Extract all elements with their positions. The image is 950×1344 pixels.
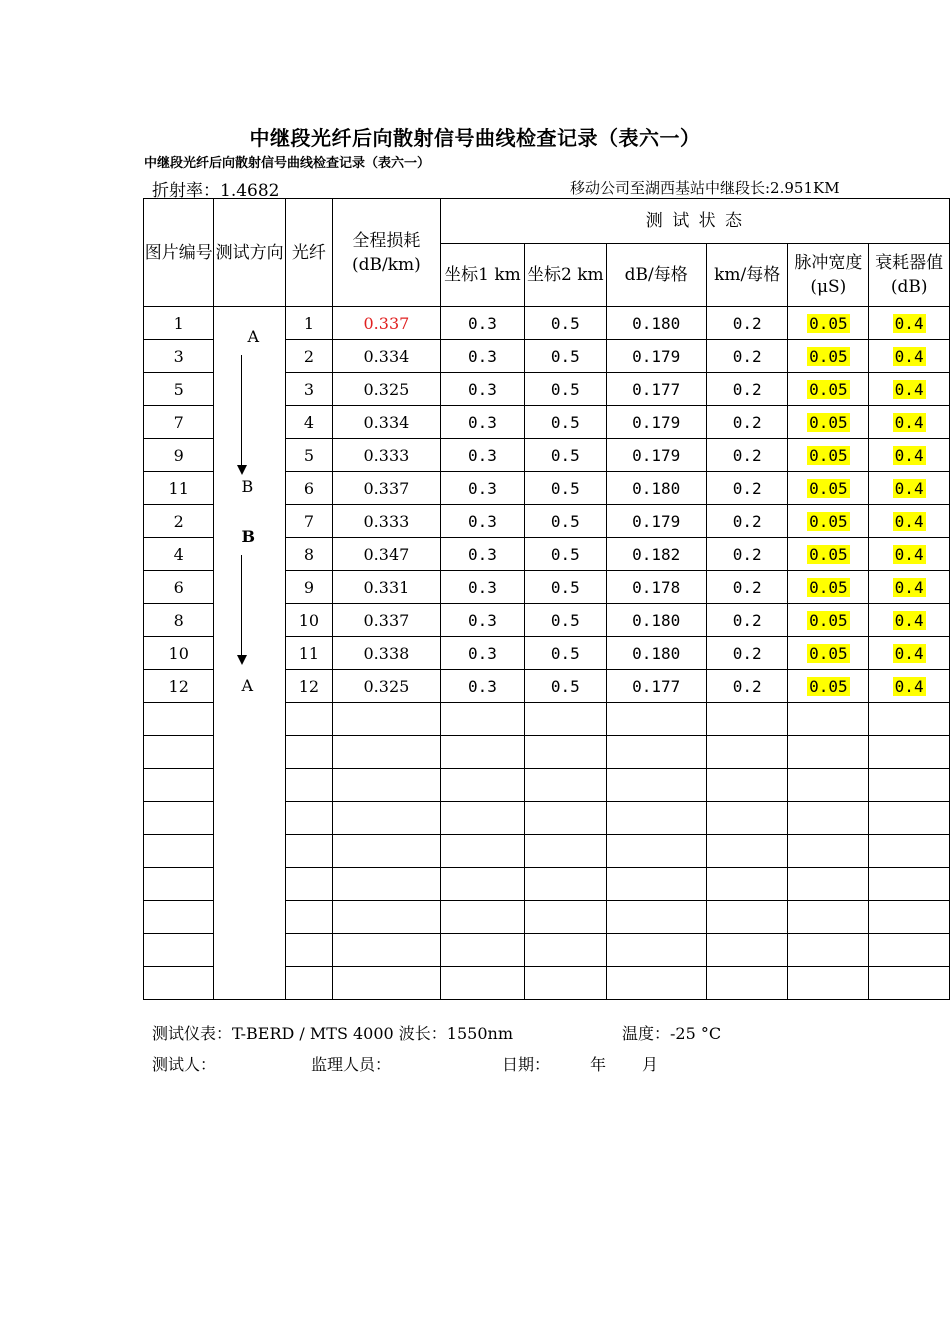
cell-coord1: 0.3 [440, 571, 524, 604]
cell-km-per-div: 0.2 [706, 571, 788, 604]
cell-coord1 [440, 868, 524, 901]
cell-attenuator [869, 670, 950, 703]
cell-image-no: 7 [144, 406, 214, 439]
direction-label: B [241, 477, 254, 496]
cell-coord1 [440, 703, 524, 736]
cell-image-no [144, 868, 214, 901]
cell-total-loss [333, 934, 441, 967]
cell-image-no [144, 901, 214, 934]
cell-km-per-div [706, 703, 788, 736]
cell-coord2 [525, 802, 606, 835]
cell-fiber: 10 [285, 604, 332, 637]
cell-attenuator [869, 373, 950, 406]
cell-km-per-div [706, 967, 788, 1000]
pulse-width-value: 0.05 [809, 346, 848, 366]
header-test-state: 测 试 状 态 [440, 199, 949, 244]
cell-total-loss: 0.333 [333, 439, 441, 472]
cell-km-per-div: 0.2 [706, 538, 788, 571]
cell-coord2 [525, 868, 606, 901]
cell-attenuator [869, 439, 950, 472]
cell-coord2: 0.5 [525, 538, 606, 571]
cell-db-per-div [606, 736, 706, 769]
attenuator-value: 0.4 [894, 577, 924, 597]
cell-pulse-width [788, 505, 869, 538]
pulse-width-value: 0.05 [809, 445, 848, 465]
cell-image-no: 8 [144, 604, 214, 637]
cell-db-per-div [606, 934, 706, 967]
cell-coord1: 0.3 [440, 670, 524, 703]
cell-db-per-div: 0.180 [606, 604, 706, 637]
cell-coord2: 0.5 [525, 439, 606, 472]
cell-fiber [285, 967, 332, 1000]
cell-db-per-div: 0.179 [606, 439, 706, 472]
direction-label: B [241, 527, 255, 546]
cell-attenuator [869, 505, 950, 538]
cell-pulse-width [788, 802, 869, 835]
cell-total-loss: 0.337 [333, 307, 441, 340]
cell-km-per-div [706, 901, 788, 934]
cell-image-no: 1 [144, 307, 214, 340]
pulse-width-value: 0.05 [809, 610, 848, 630]
cell-coord1 [440, 967, 524, 1000]
cell-coord2: 0.5 [525, 637, 606, 670]
attenuator-value: 0.4 [894, 544, 924, 564]
cell-pulse-width [788, 934, 869, 967]
cell-coord1 [440, 736, 524, 769]
cell-pulse-width [788, 637, 869, 670]
cell-db-per-div: 0.179 [606, 406, 706, 439]
cell-km-per-div: 0.2 [706, 439, 788, 472]
cell-total-loss: 0.334 [333, 340, 441, 373]
cell-coord1: 0.3 [440, 505, 524, 538]
cell-attenuator [869, 934, 950, 967]
date-label: 日期： [502, 1055, 551, 1074]
cell-image-no: 4 [144, 538, 214, 571]
cell-km-per-div [706, 934, 788, 967]
cell-pulse-width [788, 967, 869, 1000]
arrow-line [241, 355, 242, 467]
cell-image-no: 3 [144, 340, 214, 373]
cell-fiber: 2 [285, 340, 332, 373]
pulse-width-value: 0.05 [809, 676, 848, 696]
cell-coord1 [440, 802, 524, 835]
cell-km-per-div [706, 802, 788, 835]
cell-total-loss [333, 835, 441, 868]
cell-total-loss: 0.337 [333, 472, 441, 505]
cell-total-loss [333, 802, 441, 835]
cell-fiber: 9 [285, 571, 332, 604]
pulse-width-value: 0.05 [809, 379, 848, 399]
segment-length: 移动公司至湖西基站中继段长:2.951KM [570, 179, 840, 197]
attenuator-value: 0.4 [894, 610, 924, 630]
cell-coord2: 0.5 [525, 571, 606, 604]
cell-pulse-width [788, 604, 869, 637]
cell-coord1: 0.3 [440, 604, 524, 637]
cell-km-per-div: 0.2 [706, 604, 788, 637]
cell-coord2: 0.5 [525, 670, 606, 703]
cell-db-per-div: 0.179 [606, 505, 706, 538]
cell-km-per-div: 0.2 [706, 670, 788, 703]
header-direction: 测试方向 [214, 199, 285, 307]
cell-coord2 [525, 835, 606, 868]
cell-coord1 [440, 835, 524, 868]
cell-total-loss: 0.334 [333, 406, 441, 439]
supervisor-label: 监理人员： [311, 1055, 392, 1074]
cell-pulse-width [788, 439, 869, 472]
cell-fiber: 12 [285, 670, 332, 703]
cell-fiber: 6 [285, 472, 332, 505]
cell-pulse-width [788, 571, 869, 604]
cell-fiber: 1 [285, 307, 332, 340]
cell-coord2: 0.5 [525, 373, 606, 406]
header-db-per-div: dB/每格 [606, 244, 706, 307]
cell-coord2: 0.5 [525, 472, 606, 505]
arrow-down-icon [237, 465, 247, 475]
header-attenuator: 衰耗器值(dB) [869, 244, 950, 307]
cell-attenuator [869, 835, 950, 868]
cell-attenuator [869, 703, 950, 736]
header-pulse-width: 脉冲宽度(μS) [788, 244, 869, 307]
cell-km-per-div: 0.2 [706, 406, 788, 439]
cell-pulse-width [788, 835, 869, 868]
cell-image-no [144, 802, 214, 835]
month-label: 月 [642, 1055, 659, 1074]
cell-db-per-div [606, 703, 706, 736]
direction-label: A [241, 676, 254, 695]
attenuator-value: 0.4 [894, 379, 924, 399]
cell-db-per-div: 0.177 [606, 373, 706, 406]
cell-image-no: 5 [144, 373, 214, 406]
cell-coord1 [440, 901, 524, 934]
cell-attenuator [869, 802, 950, 835]
cell-image-no: 9 [144, 439, 214, 472]
cell-db-per-div [606, 835, 706, 868]
cell-pulse-width [788, 703, 869, 736]
cell-fiber [285, 769, 332, 802]
cell-attenuator [869, 769, 950, 802]
cell-coord1: 0.3 [440, 307, 524, 340]
cell-coord2: 0.5 [525, 340, 606, 373]
cell-total-loss: 0.325 [333, 670, 441, 703]
cell-attenuator [869, 736, 950, 769]
cell-fiber [285, 835, 332, 868]
cell-fiber: 8 [285, 538, 332, 571]
tester-label: 测试人： [152, 1055, 217, 1074]
cell-total-loss: 0.338 [333, 637, 441, 670]
page-title: 中继段光纤后向散射信号曲线检查记录（表六一） [249, 126, 701, 150]
header-image-no: 图片编号 [144, 199, 214, 307]
cell-attenuator [869, 637, 950, 670]
cell-coord2 [525, 901, 606, 934]
cell-total-loss [333, 967, 441, 1000]
cell-km-per-div: 0.2 [706, 373, 788, 406]
direction-cell [214, 307, 285, 1000]
cell-db-per-div [606, 868, 706, 901]
cell-fiber [285, 868, 332, 901]
cell-pulse-width [788, 736, 869, 769]
cell-km-per-div: 0.2 [706, 505, 788, 538]
cell-attenuator [869, 604, 950, 637]
pulse-width-value: 0.05 [809, 544, 848, 564]
header-total-loss: 全程损耗(dB/km) [333, 199, 441, 307]
refractive-index: 折射率：1.4682 [152, 181, 280, 201]
cell-image-no: 2 [144, 505, 214, 538]
cell-pulse-width [788, 373, 869, 406]
cell-fiber [285, 802, 332, 835]
cell-db-per-div: 0.180 [606, 307, 706, 340]
pulse-width-value: 0.05 [809, 313, 848, 333]
cell-pulse-width [788, 472, 869, 505]
cell-total-loss [333, 868, 441, 901]
table-body [144, 307, 950, 1000]
cell-km-per-div: 0.2 [706, 307, 788, 340]
pulse-width-value: 0.05 [809, 577, 848, 597]
cell-db-per-div [606, 901, 706, 934]
header-coord2: 坐标2 km [525, 244, 606, 307]
cell-db-per-div: 0.179 [606, 340, 706, 373]
attenuator-value: 0.4 [894, 676, 924, 696]
year-label: 年 [590, 1055, 607, 1074]
cell-pulse-width [788, 769, 869, 802]
cell-total-loss [333, 703, 441, 736]
header-fiber: 光纤 [285, 199, 332, 307]
cell-fiber [285, 736, 332, 769]
cell-attenuator [869, 538, 950, 571]
cell-db-per-div: 0.177 [606, 670, 706, 703]
cell-image-no: 12 [144, 670, 214, 703]
cell-attenuator [869, 868, 950, 901]
attenuator-value: 0.4 [894, 346, 924, 366]
cell-pulse-width [788, 901, 869, 934]
cell-total-loss: 0.331 [333, 571, 441, 604]
cell-fiber [285, 934, 332, 967]
cell-fiber: 4 [285, 406, 332, 439]
cell-coord1: 0.3 [440, 439, 524, 472]
cell-km-per-div: 0.2 [706, 340, 788, 373]
cell-pulse-width [788, 307, 869, 340]
cell-coord2 [525, 967, 606, 1000]
cell-total-loss: 0.325 [333, 373, 441, 406]
attenuator-value: 0.4 [894, 643, 924, 663]
cell-coord1 [440, 934, 524, 967]
record-table [143, 198, 950, 1000]
attenuator-value: 0.4 [894, 412, 924, 432]
cell-attenuator [869, 967, 950, 1000]
attenuator-value: 0.4 [894, 445, 924, 465]
cell-fiber [285, 901, 332, 934]
cell-fiber: 11 [285, 637, 332, 670]
cell-coord2: 0.5 [525, 307, 606, 340]
cell-km-per-div: 0.2 [706, 472, 788, 505]
cell-coord1: 0.3 [440, 637, 524, 670]
cell-coord1: 0.3 [440, 472, 524, 505]
cell-total-loss [333, 736, 441, 769]
cell-coord2: 0.5 [525, 604, 606, 637]
cell-db-per-div: 0.180 [606, 637, 706, 670]
attenuator-value: 0.4 [894, 511, 924, 531]
cell-coord1: 0.3 [440, 373, 524, 406]
cell-pulse-width [788, 538, 869, 571]
cell-attenuator [869, 472, 950, 505]
pulse-width-value: 0.05 [809, 412, 848, 432]
cell-coord2 [525, 769, 606, 802]
cell-coord2: 0.5 [525, 505, 606, 538]
cell-km-per-div [706, 868, 788, 901]
cell-pulse-width [788, 340, 869, 373]
cell-total-loss: 0.347 [333, 538, 441, 571]
cell-db-per-div: 0.178 [606, 571, 706, 604]
cell-coord2 [525, 736, 606, 769]
cell-db-per-div: 0.182 [606, 538, 706, 571]
cell-total-loss: 0.337 [333, 604, 441, 637]
cell-image-no [144, 769, 214, 802]
cell-attenuator [869, 307, 950, 340]
direction-label: A [247, 327, 260, 346]
cell-image-no: 6 [144, 571, 214, 604]
table-row [144, 307, 950, 340]
arrow-line [241, 555, 242, 657]
cell-fiber [285, 703, 332, 736]
cell-image-no [144, 835, 214, 868]
cell-total-loss [333, 769, 441, 802]
cell-coord1: 0.3 [440, 406, 524, 439]
pulse-width-value: 0.05 [809, 478, 848, 498]
cell-db-per-div [606, 802, 706, 835]
cell-km-per-div [706, 835, 788, 868]
cell-image-no [144, 934, 214, 967]
cell-fiber: 7 [285, 505, 332, 538]
temperature: 温度：-25 °C [622, 1024, 722, 1043]
cell-db-per-div [606, 967, 706, 1000]
cell-coord1 [440, 769, 524, 802]
cell-image-no [144, 703, 214, 736]
cell-coord2 [525, 934, 606, 967]
cell-image-no: 10 [144, 637, 214, 670]
cell-km-per-div: 0.2 [706, 637, 788, 670]
cell-db-per-div: 0.180 [606, 472, 706, 505]
cell-attenuator [869, 901, 950, 934]
cell-total-loss [333, 901, 441, 934]
cell-km-per-div [706, 736, 788, 769]
cell-km-per-div [706, 769, 788, 802]
attenuator-value: 0.4 [894, 478, 924, 498]
cell-attenuator [869, 340, 950, 373]
cell-attenuator [869, 571, 950, 604]
cell-coord1: 0.3 [440, 538, 524, 571]
header-coord1: 坐标1 km [440, 244, 524, 307]
cell-coord2 [525, 703, 606, 736]
cell-pulse-width [788, 868, 869, 901]
cell-fiber: 5 [285, 439, 332, 472]
cell-db-per-div [606, 769, 706, 802]
pulse-width-value: 0.05 [809, 643, 848, 663]
header-km-per-div: km/每格 [706, 244, 788, 307]
attenuator-value: 0.4 [894, 313, 924, 333]
cell-coord2: 0.5 [525, 406, 606, 439]
cell-total-loss: 0.333 [333, 505, 441, 538]
arrow-down-icon [237, 655, 247, 665]
cell-coord1: 0.3 [440, 340, 524, 373]
cell-attenuator [869, 406, 950, 439]
page-subtitle: 中继段光纤后向散射信号曲线检查记录（表六一） [144, 156, 431, 171]
cell-image-no [144, 967, 214, 1000]
pulse-width-value: 0.05 [809, 511, 848, 531]
cell-image-no: 11 [144, 472, 214, 505]
cell-fiber: 3 [285, 373, 332, 406]
cell-image-no [144, 736, 214, 769]
instrument-info: 测试仪表：T-BERD / MTS 4000 波长：1550nm [152, 1024, 513, 1043]
cell-pulse-width [788, 670, 869, 703]
cell-pulse-width [788, 406, 869, 439]
